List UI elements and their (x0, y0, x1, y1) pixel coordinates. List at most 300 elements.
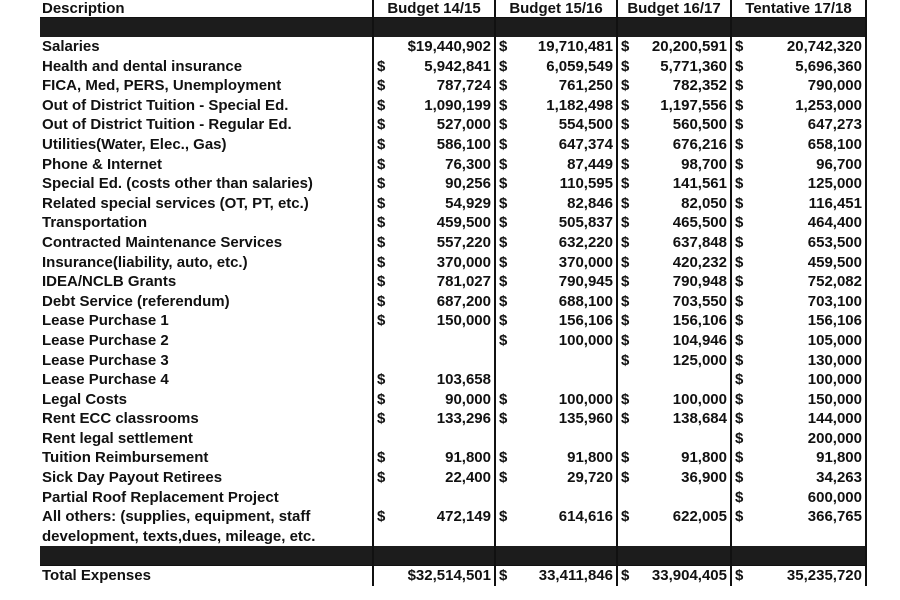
row-value-b4 (731, 390, 866, 410)
row-value-b3 (617, 57, 731, 77)
amount: 156,106 (558, 312, 613, 330)
amount: 554,500 (558, 116, 613, 134)
row-value-b1 (373, 507, 495, 527)
amount: 138,684 (672, 410, 727, 428)
row-value-b1 (373, 390, 495, 410)
row-value-b1 (373, 272, 495, 292)
amount: 586,100 (436, 135, 491, 153)
table-row (40, 409, 866, 429)
currency-symbol: $ (621, 351, 630, 369)
row-value-b2 (495, 253, 617, 273)
total-b1: $32,514,501 (373, 566, 495, 586)
total-label: Total Expenses (40, 566, 373, 586)
amount: 557,220 (436, 233, 491, 251)
currency-symbol: $ (499, 135, 508, 153)
amount: 614,616 (558, 508, 613, 526)
row-value-b2 (495, 96, 617, 116)
currency-symbol: $ (621, 96, 630, 114)
row-value-b4 (731, 429, 866, 449)
currency-symbol: $ (621, 449, 630, 467)
currency-symbol: $ (621, 194, 630, 212)
row-value-b4 (731, 370, 866, 390)
table-row (40, 429, 866, 449)
currency-symbol: $ (499, 77, 508, 95)
currency-symbol: $ (621, 567, 630, 585)
row-value-b2 (495, 292, 617, 312)
amount: 560,500 (672, 116, 727, 134)
row-description: Partial Roof Replacement Project (40, 488, 373, 508)
currency-symbol: $ (377, 96, 386, 114)
total-b4: $ 35,235,720 (731, 566, 866, 586)
row-description: Lease Purchase 2 (40, 331, 373, 351)
currency-symbol: $ (735, 429, 744, 447)
currency-symbol: $ (377, 155, 386, 173)
amount: 22,400 (445, 469, 491, 487)
currency-symbol: $ (377, 116, 386, 134)
currency-symbol: $ (499, 214, 508, 232)
row-value-b3 (617, 76, 731, 96)
amount: 464,400 (807, 214, 862, 232)
total-b3: $ 33,904,405 (617, 566, 731, 586)
currency-symbol: $ (499, 38, 508, 55)
row-description: IDEA/NCLB Grants (40, 272, 373, 292)
currency-symbol: $ (499, 155, 508, 173)
amount: 600,000 (807, 488, 862, 506)
currency-symbol: $ (499, 312, 508, 330)
row-value-b2 (495, 507, 617, 527)
amount: 1,253,000 (795, 96, 862, 114)
currency-symbol: $ (377, 292, 386, 310)
row-value-b4 (731, 233, 866, 253)
amount: 125,000 (672, 351, 727, 369)
amount: 90,256 (445, 175, 491, 193)
row-value-b2 (495, 468, 617, 488)
amount: 465,500 (672, 214, 727, 232)
row-value-b2 (495, 135, 617, 155)
amount: 105,000 (807, 331, 862, 349)
table-row (40, 194, 866, 214)
row-value-b2 (495, 37, 617, 57)
row-value-b4 (731, 115, 866, 135)
row-description: Special Ed. (costs other than salaries) (40, 174, 373, 194)
row-value-b2 (495, 233, 617, 253)
row-value-b3 (617, 115, 731, 135)
header-description: Description (40, 0, 373, 18)
currency-symbol: $ (499, 253, 508, 271)
row-value-b1 (373, 351, 495, 371)
currency-symbol: $ (377, 57, 386, 75)
amount: 200,000 (807, 429, 862, 447)
amount: 622,005 (672, 508, 727, 526)
amount: 761,250 (558, 77, 613, 95)
amount: 647,273 (807, 116, 862, 134)
row-value-b4 (731, 213, 866, 233)
currency-symbol: $ (621, 116, 630, 134)
table-row (40, 76, 866, 96)
row-value-b1 (373, 37, 495, 57)
table-row (40, 37, 866, 57)
row-value-b1 (373, 96, 495, 116)
header-tentative-17-18: Tentative 17/18 (731, 0, 866, 18)
currency-symbol: $ (735, 567, 744, 585)
currency-symbol: $ (377, 214, 386, 232)
currency-symbol: $ (499, 449, 508, 467)
row-value-b4 (731, 174, 866, 194)
currency-symbol: $ (735, 38, 744, 55)
amount: 135,960 (558, 410, 613, 428)
row-description: FICA, Med, PERS, Unemployment (40, 76, 373, 96)
amount: 782,352 (672, 77, 727, 95)
row-value-b1 (373, 468, 495, 488)
row-value-b2 (495, 155, 617, 175)
currency-symbol: $ (735, 214, 744, 232)
row-description: Salaries (40, 37, 373, 57)
row-value-b3 (617, 409, 731, 429)
currency-symbol: $ (377, 175, 386, 193)
table-row (40, 272, 866, 292)
currency-symbol: $ (499, 508, 508, 526)
amount: 703,100 (807, 292, 862, 310)
row-value-b3 (617, 468, 731, 488)
row-description: All others: (supplies, equipment, staff (40, 507, 373, 527)
amount: 82,846 (567, 194, 613, 212)
amount: 5,942,841 (424, 57, 491, 75)
row-value-b1 (373, 488, 495, 508)
currency-symbol: $ (735, 390, 744, 408)
header-row (40, 0, 866, 18)
currency-symbol: $ (735, 135, 744, 153)
amount: 133,296 (436, 410, 491, 428)
table-row (40, 370, 866, 390)
currency-symbol: $ (621, 77, 630, 95)
row-value-b1 (373, 409, 495, 429)
amount: 104,946 (672, 331, 727, 349)
amount: 20,200,591 (651, 38, 727, 55)
currency-symbol: $ (377, 410, 386, 428)
row-value-b1 (373, 213, 495, 233)
row-value-b1 (373, 115, 495, 135)
amount: 5,696,360 (795, 57, 862, 75)
amount: 91,800 (567, 449, 613, 467)
amount: 703,550 (672, 292, 727, 310)
table-row (40, 448, 866, 468)
budget-rows (40, 37, 866, 546)
row-value-b2 (495, 213, 617, 233)
amount: 141,561 (672, 175, 727, 193)
row-value-b3 (617, 370, 731, 390)
table-row (40, 213, 866, 233)
table-row (40, 253, 866, 273)
amount: 5,771,360 (660, 57, 727, 75)
table-row (40, 174, 866, 194)
row-value-b4 (731, 351, 866, 371)
currency-symbol: $ (621, 38, 630, 55)
currency-symbol: $ (499, 331, 508, 349)
amount: 125,000 (807, 175, 862, 193)
row-value-b1 (373, 370, 495, 390)
amount: 76,300 (445, 155, 491, 173)
row-value-b3 (617, 527, 731, 547)
currency-symbol: $ (377, 469, 386, 487)
amount: 647,374 (558, 135, 613, 153)
row-description: Legal Costs (40, 390, 373, 410)
amount: 100,000 (558, 390, 613, 408)
currency-symbol: $ (621, 390, 630, 408)
currency-symbol: $ (377, 77, 386, 95)
row-value-b3 (617, 174, 731, 194)
row-value-b2 (495, 370, 617, 390)
currency-symbol: $ (621, 155, 630, 173)
currency-symbol: $ (499, 233, 508, 251)
row-value-b4 (731, 409, 866, 429)
currency-symbol: $ (621, 410, 630, 428)
row-value-b2 (495, 311, 617, 331)
row-value-b3 (617, 351, 731, 371)
currency-symbol: $ (499, 567, 508, 585)
amount: 34,263 (816, 469, 862, 487)
amount: 91,800 (681, 449, 727, 467)
row-value-b3 (617, 213, 731, 233)
currency-symbol: $ (621, 508, 630, 526)
row-description: Transportation (40, 213, 373, 233)
amount: 91,800 (445, 449, 491, 467)
amount: 687,200 (436, 292, 491, 310)
amount: 150,000 (436, 312, 491, 330)
amount: 527,000 (436, 116, 491, 134)
amount: 459,500 (807, 253, 862, 271)
row-value-b2 (495, 448, 617, 468)
row-value-b4 (731, 311, 866, 331)
row-value-b4 (731, 76, 866, 96)
row-value-b1 (373, 76, 495, 96)
amount: 150,000 (807, 390, 862, 408)
row-value-b4 (731, 292, 866, 312)
row-value-b1 (373, 135, 495, 155)
row-value-b4 (731, 331, 866, 351)
currency-symbol: $ (499, 96, 508, 114)
currency-symbol: $ (735, 371, 744, 389)
row-value-b3 (617, 272, 731, 292)
amount: 790,000 (807, 77, 862, 95)
currency-symbol: $ (735, 410, 744, 428)
currency-symbol: $ (621, 292, 630, 310)
row-description: Insurance(liability, auto, etc.) (40, 253, 373, 273)
row-description: Rent ECC classrooms (40, 409, 373, 429)
currency-symbol: $ (499, 292, 508, 310)
amount: 676,216 (672, 135, 727, 153)
amount: 110,595 (559, 175, 613, 193)
amount: 1,090,199 (424, 96, 491, 114)
row-value-b1 (373, 253, 495, 273)
row-value-b4 (731, 448, 866, 468)
row-value-b3 (617, 194, 731, 214)
row-description: Contracted Maintenance Services (40, 233, 373, 253)
currency-symbol: $ (735, 96, 744, 114)
currency-symbol: $ (621, 331, 630, 349)
row-value-b3 (617, 292, 731, 312)
row-value-b3 (617, 390, 731, 410)
amount: 87,449 (567, 155, 613, 173)
amount: 787,724 (436, 77, 491, 95)
row-value-b2 (495, 331, 617, 351)
amount: 29,720 (567, 469, 613, 487)
amount: 19,710,481 (537, 38, 613, 55)
amount: 366,765 (807, 508, 862, 526)
row-value-b3 (617, 507, 731, 527)
row-value-b3 (617, 96, 731, 116)
currency-symbol: $ (499, 116, 508, 134)
row-value-b4 (731, 488, 866, 508)
row-description: Lease Purchase 4 (40, 370, 373, 390)
table-row (40, 468, 866, 488)
table-row (40, 351, 866, 371)
currency-symbol: $ (377, 273, 386, 291)
row-value-b3 (617, 37, 731, 57)
amount: 688,100 (558, 292, 613, 310)
budget-document (40, 0, 866, 600)
row-description: Lease Purchase 3 (40, 351, 373, 371)
row-value-b1 (373, 292, 495, 312)
currency-symbol: $ (735, 194, 744, 212)
currency-symbol: $ (735, 351, 744, 369)
header-budget-15-16: Budget 15/16 (495, 0, 617, 18)
row-value-b3 (617, 488, 731, 508)
row-value-b1 (373, 194, 495, 214)
row-description: Utilities(Water, Elec., Gas) (40, 135, 373, 155)
amount: 790,945 (558, 273, 613, 291)
amount: 632,220 (558, 233, 613, 251)
row-value-b1 (373, 155, 495, 175)
table-row (40, 233, 866, 253)
currency-symbol: $ (499, 194, 508, 212)
currency-symbol: $ (735, 331, 744, 349)
row-value-b3 (617, 233, 731, 253)
table-row (40, 57, 866, 77)
amount: 472,149 (436, 508, 491, 526)
amount: 637,848 (672, 233, 727, 251)
row-value-b4 (731, 272, 866, 292)
currency-symbol: $ (735, 292, 744, 310)
currency-symbol: $ (735, 253, 744, 271)
currency-symbol: $ (621, 273, 630, 291)
currency-symbol: $ (735, 273, 744, 291)
row-value-b2 (495, 76, 617, 96)
amount: 752,082 (807, 273, 862, 291)
currency-symbol: $ (499, 410, 508, 428)
currency-symbol: $ (377, 253, 386, 271)
row-description: Lease Purchase 1 (40, 311, 373, 331)
amount: 505,837 (558, 214, 613, 232)
currency-symbol: $ (735, 449, 744, 467)
row-description: Phone & Internet (40, 155, 373, 175)
row-value-b1 (373, 527, 495, 547)
row-description: Rent legal settlement (40, 429, 373, 449)
currency-symbol: $ (621, 469, 630, 487)
row-description: Health and dental insurance (40, 57, 373, 77)
amount: 658,100 (807, 135, 862, 153)
currency-symbol: $ (621, 214, 630, 232)
row-value-b1 (373, 331, 495, 351)
row-value-b3 (617, 253, 731, 273)
row-value-b2 (495, 272, 617, 292)
amount: 116,451 (808, 194, 862, 212)
row-value-b3 (617, 311, 731, 331)
header-band (40, 18, 866, 38)
table-row (40, 488, 866, 508)
budget-table (40, 0, 867, 586)
currency-symbol: $ (377, 390, 386, 408)
currency-symbol: $ (735, 116, 744, 134)
row-value-b2 (495, 115, 617, 135)
row-value-b4 (731, 527, 866, 547)
amount: 91,800 (816, 449, 862, 467)
currency-symbol: $ (735, 57, 744, 75)
amount: 36,900 (681, 469, 727, 487)
amount: 420,232 (672, 253, 727, 271)
currency-symbol: $ (377, 233, 386, 251)
currency-symbol: $ (735, 155, 744, 173)
table-row (40, 292, 866, 312)
amount: 790,948 (672, 273, 727, 291)
header-budget-16-17: Budget 16/17 (617, 0, 731, 18)
row-value-b1 (373, 233, 495, 253)
row-value-b3 (617, 135, 731, 155)
row-value-b4 (731, 96, 866, 116)
row-value-b4 (731, 194, 866, 214)
row-value-b3 (617, 331, 731, 351)
currency-symbol: $ (621, 253, 630, 271)
amount: 100,000 (807, 371, 862, 389)
row-value-b3 (617, 429, 731, 449)
row-description: Out of District Tuition - Regular Ed. (40, 115, 373, 135)
row-value-b4 (731, 507, 866, 527)
row-value-b2 (495, 57, 617, 77)
table-row (40, 311, 866, 331)
amount: 653,500 (807, 233, 862, 251)
row-value-b3 (617, 448, 731, 468)
currency-symbol: $ (377, 508, 386, 526)
row-value-b4 (731, 155, 866, 175)
currency-symbol: $ (735, 233, 744, 251)
row-value-b1 (373, 57, 495, 77)
amount: 156,106 (807, 312, 862, 330)
currency-symbol: $ (735, 508, 744, 526)
amount: 781,027 (436, 273, 491, 291)
table-row (40, 96, 866, 116)
amount: 98,700 (681, 155, 727, 173)
currency-symbol: $ (499, 390, 508, 408)
currency-symbol: $ (499, 273, 508, 291)
amount: 103,658 (436, 371, 491, 389)
currency-symbol: $ (499, 175, 508, 193)
amount: 144,000 (807, 410, 862, 428)
row-value-b2 (495, 429, 617, 449)
row-value-b4 (731, 135, 866, 155)
total-row (40, 566, 866, 586)
currency-symbol: $ (621, 135, 630, 153)
currency-symbol: $ (621, 233, 630, 251)
amount: 90,000 (445, 390, 491, 408)
table-row (40, 331, 866, 351)
currency-symbol: $ (377, 371, 386, 389)
row-value-b4 (731, 253, 866, 273)
row-description: Related special services (OT, PT, etc.) (40, 194, 373, 214)
currency-symbol: $ (499, 57, 508, 75)
amount: 100,000 (672, 390, 727, 408)
currency-symbol: $ (735, 488, 744, 506)
row-value-b1 (373, 311, 495, 331)
total-b2: $ 33,411,846 (495, 566, 617, 586)
